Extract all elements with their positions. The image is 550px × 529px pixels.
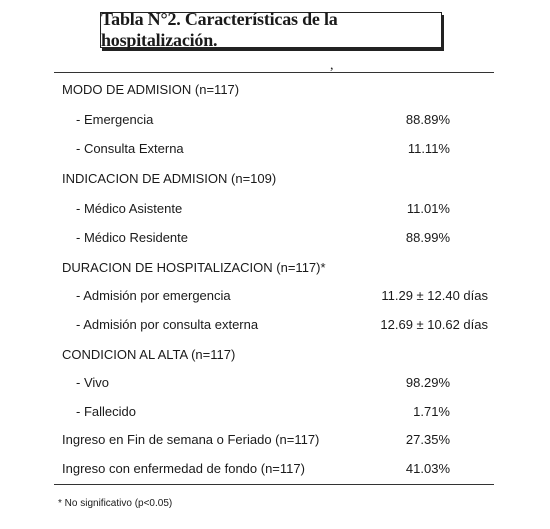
- row-value: 11.01%: [406, 201, 450, 216]
- row-value: 98.29%: [405, 375, 450, 390]
- footnote: * No significativo (p<0.05): [58, 498, 173, 509]
- table-row: [62, 258, 502, 278]
- row-label: - Médico Residente: [76, 230, 188, 245]
- table-row: [62, 402, 502, 422]
- table-row: [62, 286, 502, 306]
- scan-mark: ,: [330, 58, 334, 73]
- bottom-rule: [54, 484, 494, 485]
- row-label: - Médico Asistente: [76, 201, 183, 216]
- row-value: 1.71%: [413, 404, 450, 419]
- table-row: [62, 199, 502, 219]
- table-title: Tabla N°2. Características de la hospitalización.: [100, 12, 442, 48]
- row-value: 88.99%: [405, 230, 450, 245]
- table-row: [62, 373, 502, 393]
- row-label: - Admisión por emergencia: [76, 288, 231, 303]
- row-value: 11.11%: [407, 141, 450, 156]
- row-value: 12.69 ± 10.62 días: [380, 317, 488, 332]
- table-row: [62, 315, 502, 335]
- row-label: - Vivo: [76, 375, 109, 390]
- row-label: - Consulta Externa: [76, 141, 184, 156]
- table-row: [62, 430, 502, 450]
- table-row: [62, 169, 502, 189]
- row-label: Ingreso en Fin de semana o Feriado (n=117): [62, 432, 320, 447]
- table-row: [62, 345, 502, 365]
- row-value: 27.35%: [405, 432, 450, 447]
- row-label: DURACION DE HOSPITALIZACION (n=117)*: [62, 260, 326, 275]
- row-label: CONDICION AL ALTA (n=117): [62, 347, 236, 362]
- row-label: - Fallecido: [76, 404, 136, 419]
- table-row: [62, 110, 502, 130]
- table-row: [62, 459, 502, 479]
- top-rule: [54, 72, 494, 73]
- row-value: 41.03%: [405, 461, 450, 476]
- table-row: [62, 80, 502, 100]
- table-row: [62, 139, 502, 159]
- row-label: MODO DE ADMISION (n=117): [62, 82, 240, 97]
- row-label: - Admisión por consulta externa: [76, 317, 259, 332]
- table-row: [62, 228, 502, 248]
- row-label: INDICACION DE ADMISION (n=109): [62, 171, 277, 186]
- row-value: 88.89%: [405, 112, 450, 127]
- row-value: 11.29 ± 12.40 días: [381, 288, 488, 303]
- row-label: Ingreso con enfermedad de fondo (n=117): [62, 461, 305, 476]
- row-label: - Emergencia: [76, 112, 154, 127]
